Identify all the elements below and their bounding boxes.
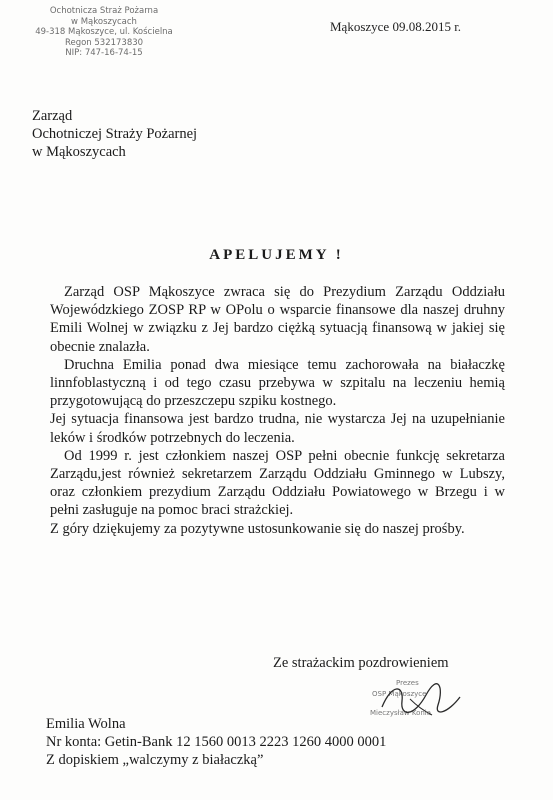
- signature-name: Mieczysław Konia: [370, 709, 432, 717]
- body-paragraph-2: Druchna Emilia ponad dwa miesiące temu zachorowała na białaczkę linnfoblastyczną i od tego czasu przebywa w szpitalu na leczeniu hemią przygotowującą do przeszczepu szpiku kostnego.: [50, 356, 505, 410]
- stamp-nip: NIP: 747-16-74-15: [65, 48, 143, 58]
- addressee-line3: w Mąkoszycach: [32, 144, 126, 160]
- osp-stamp: [29, 6, 179, 59]
- body-paragraph-5: Z góry dziękujemy za pozytywne ustosunkowanie się do naszej prośby.: [50, 520, 465, 537]
- bank-account-number: Nr konta: Getin-Bank 12 1560 0013 2223 1260 4000 0001: [46, 734, 387, 750]
- addressee-line1: Zarząd: [32, 108, 73, 124]
- stamp-name-line1: Ochotnicza Straż Pożarna: [49, 6, 159, 16]
- addressee-line2: Ochotniczej Straży Pożarnej: [32, 126, 198, 142]
- transfer-note: Z dopiskiem „walczymy z białaczką”: [46, 752, 264, 768]
- place-date: Mąkoszyce 09.08.2015 r.: [330, 19, 462, 34]
- body-paragraph-3: Jej sytuacja finansowa jest bardzo trudna, nie wystarcza Jej na uzupełnianie leków i środków potrzebnych do leczenia.: [50, 411, 505, 446]
- signature-title: Prezes: [396, 679, 419, 687]
- stamp-address: 49-318 Mąkoszyce, ul. Kościelna: [35, 27, 173, 37]
- stamp-name-line2: w Mąkoszycach: [71, 16, 137, 27]
- closing-greeting: Ze strażackim pozdrowieniem: [273, 655, 449, 671]
- letter-body: [50, 283, 505, 538]
- addressee-block: [32, 107, 197, 161]
- body-paragraph-4: Od 1999 r. jest członkiem naszej OSP pełni obecnie funkcję sekretarza Zarządu,jest również sekretarzem Zarządu Oddziału Gminnego w Lubszy, oraz członkiem prezydium Zarządu Oddziału Powiatowego w Brzegu i w pełni zasługuje na pomoc braci strażckiej.: [50, 447, 505, 519]
- stamp-regon: Regon 532173830: [64, 37, 144, 48]
- body-paragraph-1: Zarząd OSP Mąkoszyce zwraca się do Prezydium Zarządu Oddziału Wojewódzkiego ZOSP RP w OPolu o wsparcie finansowe dla naszej druhny Emili Wolnej w związku z Jej bardzo ciężką sytuacją finansową w jakiej się obecnie znalazła.: [50, 284, 505, 355]
- account-holder-name: Emilia Wolna: [46, 716, 126, 732]
- signature-org: OSP Mąkoszyce: [372, 690, 427, 698]
- letter-title: APELUJEMY !: [209, 247, 344, 263]
- account-block: [46, 715, 386, 769]
